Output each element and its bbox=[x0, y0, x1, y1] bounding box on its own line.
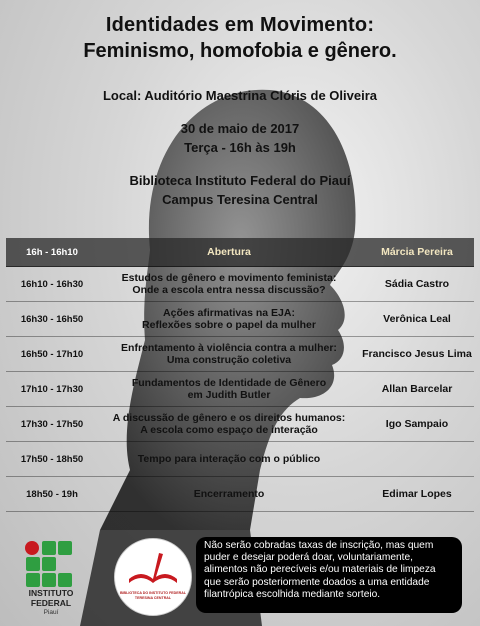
row-topic bbox=[98, 337, 360, 371]
row-topic bbox=[98, 238, 360, 266]
instituto-federal-logo bbox=[14, 538, 88, 620]
schedule-row bbox=[6, 302, 474, 337]
row-speaker: Francisco Jesus Lima bbox=[362, 348, 472, 360]
if-grid-icon bbox=[14, 538, 88, 588]
if-name-line2: FEDERAL bbox=[30, 598, 72, 608]
row-topic bbox=[98, 302, 360, 336]
row-time: 17h30 - 17h50 bbox=[20, 418, 84, 430]
topic-line: Abertura bbox=[207, 246, 251, 258]
donation-notice: Não serão cobradas taxas de inscrição, mas quem puder e desejar poderá doar, voluntariamente, alimentos não perecíveis e/ou materiais de limpeza que serão posteriormente doados a uma entidade filantrópica escolhida mediante sorteio. bbox=[196, 537, 462, 613]
if-state: Piauí bbox=[43, 609, 59, 616]
row-speaker: Edimar Lopes bbox=[382, 488, 452, 500]
library-badge-text: BIBLIOTECA DO INSTITUTO FEDERAL TERESINA CENTRAL bbox=[119, 591, 187, 600]
row-speaker: Verônica Leal bbox=[383, 313, 451, 325]
row-speaker: Márcia Pereira bbox=[381, 246, 453, 258]
schedule-row bbox=[6, 267, 474, 302]
event-title: Identidades em Movimento: bbox=[105, 14, 375, 36]
topic-line: Reflexões sobre o papel da mulher bbox=[142, 319, 316, 331]
schedule-row bbox=[6, 407, 474, 442]
schedule-table bbox=[6, 238, 474, 512]
event-time: Terça - 16h às 19h bbox=[184, 140, 296, 155]
event-campus: Campus Teresina Central bbox=[162, 192, 318, 207]
event-date: 30 de maio de 2017 bbox=[180, 121, 300, 136]
topic-line: Uma construção coletiva bbox=[166, 354, 292, 366]
topic-line: Fundamentos de Identidade de Gênero bbox=[131, 377, 327, 389]
open-book-icon bbox=[115, 539, 191, 591]
if-name-line1: INSTITUTO bbox=[28, 588, 74, 598]
schedule-row bbox=[6, 442, 474, 477]
topic-line: em Judith Butler bbox=[187, 389, 271, 401]
topic-line: Onde a escola entra nessa discussão? bbox=[132, 284, 326, 296]
schedule-row bbox=[6, 372, 474, 407]
schedule-row bbox=[6, 238, 474, 267]
row-topic bbox=[98, 372, 360, 406]
topic-line: A escola como espaço de interação bbox=[140, 424, 318, 436]
row-topic bbox=[98, 267, 360, 301]
row-time: 17h10 - 17h30 bbox=[20, 383, 84, 395]
row-speaker bbox=[360, 442, 474, 476]
schedule-row bbox=[6, 337, 474, 372]
library-badge-logo bbox=[114, 538, 192, 616]
topic-line: A discussão de gênero e os direitos humanos: bbox=[112, 412, 346, 424]
topic-line: Encerramento bbox=[193, 488, 265, 500]
schedule-row bbox=[6, 477, 474, 512]
sponsor-logos bbox=[6, 532, 196, 620]
topic-line: Enfrentamento à violência contra a mulher: bbox=[121, 342, 337, 354]
topic-line: Tempo para interação com o público bbox=[137, 453, 321, 465]
row-time: 17h50 - 18h50 bbox=[20, 453, 84, 465]
row-topic bbox=[98, 442, 360, 476]
row-time: 16h30 - 16h50 bbox=[20, 313, 84, 325]
row-speaker: Igo Sampaio bbox=[385, 418, 449, 430]
row-topic bbox=[98, 407, 360, 441]
event-subtitle: Feminismo, homofobia e gênero. bbox=[83, 40, 397, 62]
row-topic bbox=[98, 477, 360, 511]
topic-line: Ações afirmativas na EJA: bbox=[163, 307, 295, 319]
row-time: 16h - 16h10 bbox=[26, 246, 78, 258]
topic-line: Estudos de gênero e movimento feminista: bbox=[121, 272, 337, 284]
row-speaker: Sádia Castro bbox=[384, 278, 450, 290]
row-time: 16h50 - 17h10 bbox=[20, 348, 84, 360]
row-speaker: Allan Barcelar bbox=[381, 383, 453, 395]
event-location: Local: Auditório Maestrina Clóris de Oliveira bbox=[102, 88, 378, 103]
row-time: 16h10 - 16h30 bbox=[20, 278, 84, 290]
event-venue: Biblioteca Instituto Federal do Piauí bbox=[129, 173, 351, 188]
row-time: 18h50 - 19h bbox=[26, 488, 78, 500]
